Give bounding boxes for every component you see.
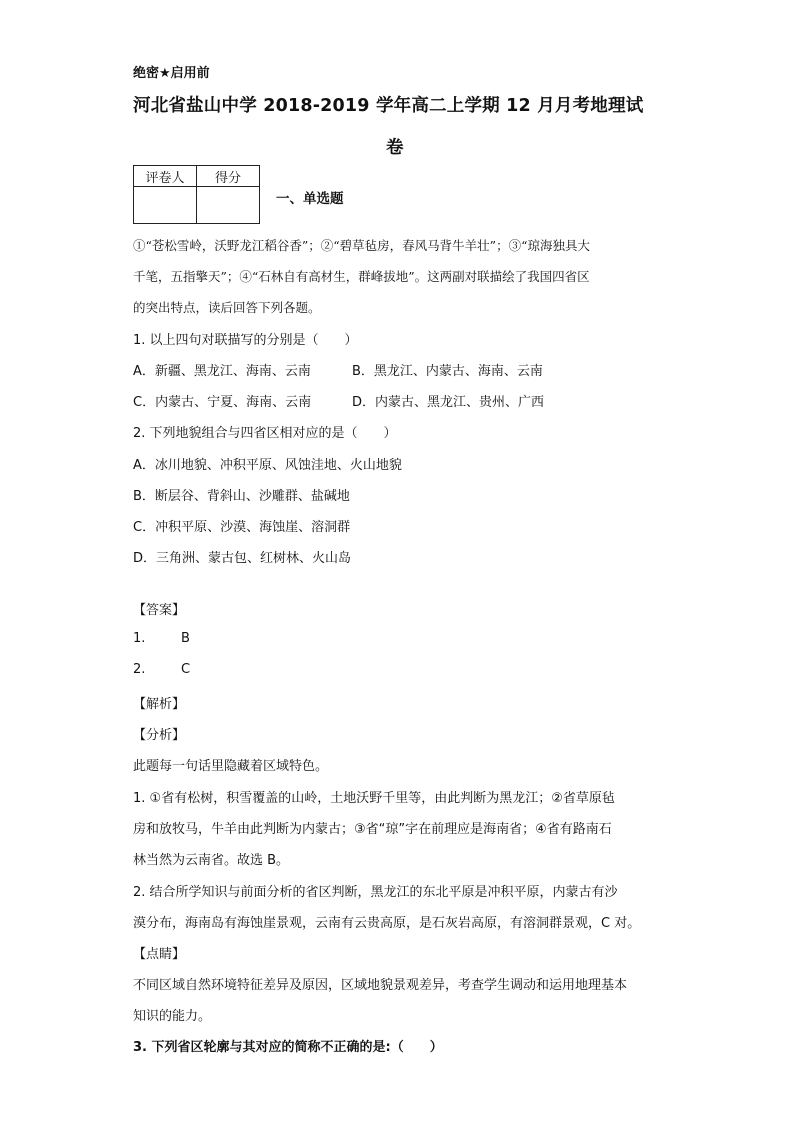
explanation-1-line-3: 林当然为云南省。故选 B。 <box>133 853 290 868</box>
key-point-line-2: 知识的能力。 <box>133 1009 212 1024</box>
key-point-heading: 【点睛】 <box>133 947 186 962</box>
confidential-label: 绝密★启用前 <box>133 66 210 81</box>
grader-cell <box>134 187 197 224</box>
analysis-summary: 此题每一句话里隐藏着区域特色。 <box>133 759 329 774</box>
exam-title-continued: 卷 <box>386 138 404 158</box>
exam-title: 河北省盐山中学 2018-2019 学年高二上学期 12 月月考地理试 <box>133 96 644 116</box>
answer-heading: 【答案】 <box>133 603 186 618</box>
answer-1-number: 1. <box>133 631 146 646</box>
analysis-heading: 【分析】 <box>133 728 186 743</box>
q1-option-a: A．新疆、黑龙江、海南、云南 <box>133 364 311 379</box>
section-title: 一、单选题 <box>276 191 344 207</box>
question-1: 1. 以上四句对联描写的分别是（ ） <box>133 333 358 348</box>
grader-header: 评卷人 <box>134 166 197 187</box>
q2-option-c: C．冲积平原、沙漠、海蚀崖、溶洞群 <box>133 520 351 535</box>
q1-option-d: D．内蒙古、黑龙江、贵州、广西 <box>352 395 545 410</box>
explanation-1-line-1: 1. ①省有松树，积雪覆盖的山岭，土地沃野千里等，由此判断为黑龙江；②省草原毡 <box>133 791 615 806</box>
answer-2-number: 2. <box>133 662 146 677</box>
q2-option-a: A．冰川地貌、冲积平原、风蚀洼地、火山地貌 <box>133 458 402 473</box>
score-header: 得分 <box>197 166 260 187</box>
q2-option-d: D．三角洲、蒙古包、红树林、火山岛 <box>133 551 352 566</box>
stem-line-2: 千笔，五指擎天”；④“石林自有高材生，群峰拔地”。这两副对联描绘了我国四省区 <box>133 269 590 284</box>
question-2: 2. 下列地貌组合与四省区相对应的是（ ） <box>133 426 397 441</box>
explanation-heading: 【解析】 <box>133 697 186 712</box>
q2-option-b: B．断层谷、背斜山、沙雕群、盐碱地 <box>133 489 350 504</box>
stem-line-3: 的突出特点，读后回答下列各题。 <box>133 300 321 315</box>
stem-line-1: ①“苍松雪岭，沃野龙江稻谷香”；②“碧草毡房，春风马背牛羊壮”；③“琼海独具大 <box>133 238 590 253</box>
explanation-2-line-2: 漠分布，海南岛有海蚀崖景观，云南有云贵高原，是石灰岩高原，有溶洞群景观，C 对。 <box>133 916 641 931</box>
explanation-2-line-1: 2. 结合所学知识与前面分析的省区判断，黑龙江的东北平原是冲积平原，内蒙古有沙 <box>133 885 618 900</box>
score-table <box>133 165 260 224</box>
key-point-line-1: 不同区域自然环境特征差异及原因，区域地貌景观差异，考查学生调动和运用地理基本 <box>133 978 628 993</box>
score-cell <box>197 187 260 224</box>
answer-1-value: B <box>181 631 190 646</box>
q1-option-b: B．黑龙江、内蒙古、海南、云南 <box>352 364 543 379</box>
question-3: 3. 下列省区轮廓与其对应的简称不正确的是:（ ） <box>133 1040 443 1055</box>
answer-2-value: C <box>181 662 191 677</box>
explanation-1-line-2: 房和放牧马，牛羊由此判断为内蒙古；③省“琼”字在前理应是海南省；④省有路南石 <box>133 822 612 837</box>
q1-option-c: C．内蒙古、宁夏、海南、云南 <box>133 395 312 410</box>
